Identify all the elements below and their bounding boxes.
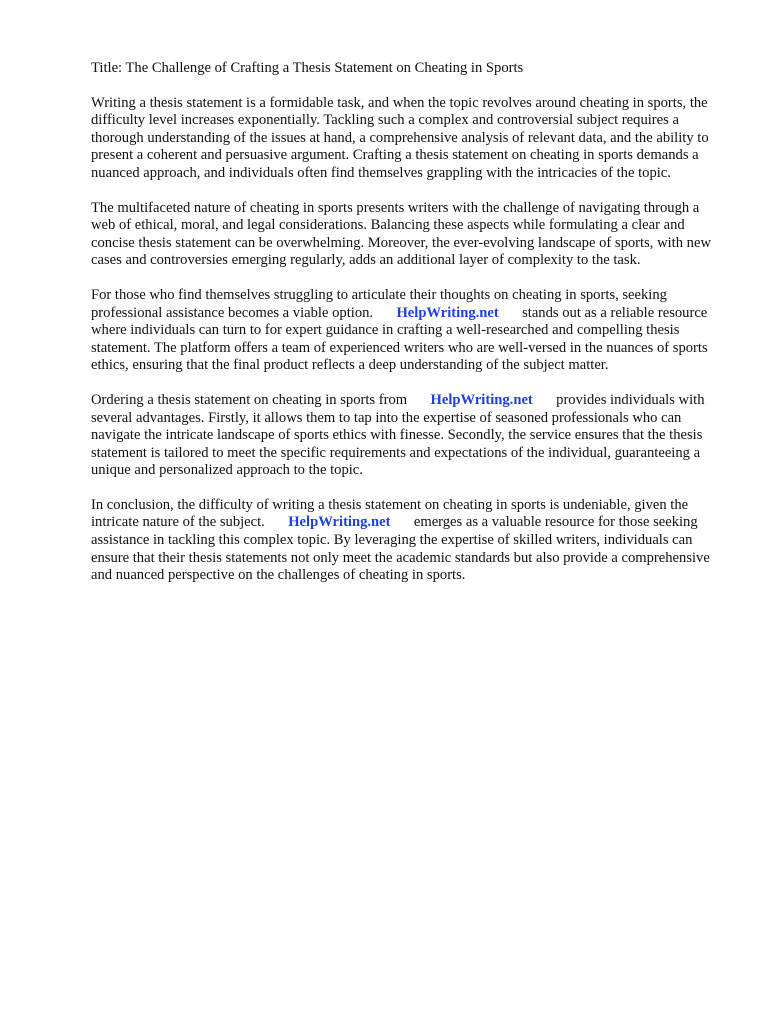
paragraph-assistance-text-after: stands out as a reliable resource where individuals can turn to for expert guidance in crafting a well-researched and compelling thesis statement. The platform offers a team of experienced writers who are well-versed in the nuances of sports ethics, ensuring that the final product reflects a deep understanding of the subject matter. — [91, 304, 708, 374]
paragraph-advantages-text-before: Ordering a thesis statement on cheating in sports from — [91, 391, 408, 408]
document-page — [91, 60, 727, 602]
paragraph-conclusion-text-after: emerges as a valuable resource for those seeking assistance in tackling this complex topic. By leveraging the expertise of skilled writers, individuals can ensure that their thesis statements not only meet the academic standards but also provide a comprehensive and nuanced perspective on the challenges of cheating in sports. — [91, 514, 710, 584]
helpwriting-link[interactable]: HelpWriting.net — [396, 304, 499, 321]
document-title: Title: The Challenge of Crafting a Thesis Statement on Cheating in Sports — [91, 60, 524, 76]
paragraph-advantages-text-after: provides individuals with several advantages. Firstly, it allows them to tap into the expertise of seasoned professionals who can navigate the intricate landscape of sports ethics with finesse. Secondly, the service ensures that the thesis statement is tailored to meet the specific requirements and expectations of the individual, guaranteeing a unique and personalized approach to the topic. — [91, 391, 705, 479]
helpwriting-link[interactable]: HelpWriting.net — [430, 391, 533, 408]
helpwriting-link[interactable]: HelpWriting.net — [288, 514, 391, 531]
paragraph-advantages — [91, 392, 727, 480]
paragraph-assistance — [91, 287, 727, 375]
paragraph-assistance-text-before: For those who find themselves struggling to articulate their thoughts on cheating in sports, seeking professional assistance becomes a viable option. — [91, 286, 667, 321]
paragraph-challenges: The multifaceted nature of cheating in sports presents writers with the challenge of navigating through a web of ethical, moral, and legal considerations. Balancing these aspects while formulating a clear and concise thesis statement can be overwhelming. Moreover, the ever-evolving landscape of sports, with new cases and controversies emerging regularly, adds an additional layer of complexity to the task. — [91, 199, 711, 269]
paragraph-conclusion-text-before: In conclusion, the difficulty of writing a thesis statement on cheating in sports is undeniable, given the intricate nature of the subject. — [91, 496, 689, 531]
paragraph-conclusion — [91, 497, 727, 585]
paragraph-intro: Writing a thesis statement is a formidable task, and when the topic revolves around cheating in sports, the difficulty level increases exponentially. Tackling such a complex and controversial subject requires a thorough understanding of the issues at hand, a comprehensive analysis of relevant data, and the ability to present a coherent and persuasive argument. Crafting a thesis statement on cheating in sports demands a nuanced approach, and individuals often find themselves grappling with the intricacies of the topic. — [91, 94, 709, 181]
